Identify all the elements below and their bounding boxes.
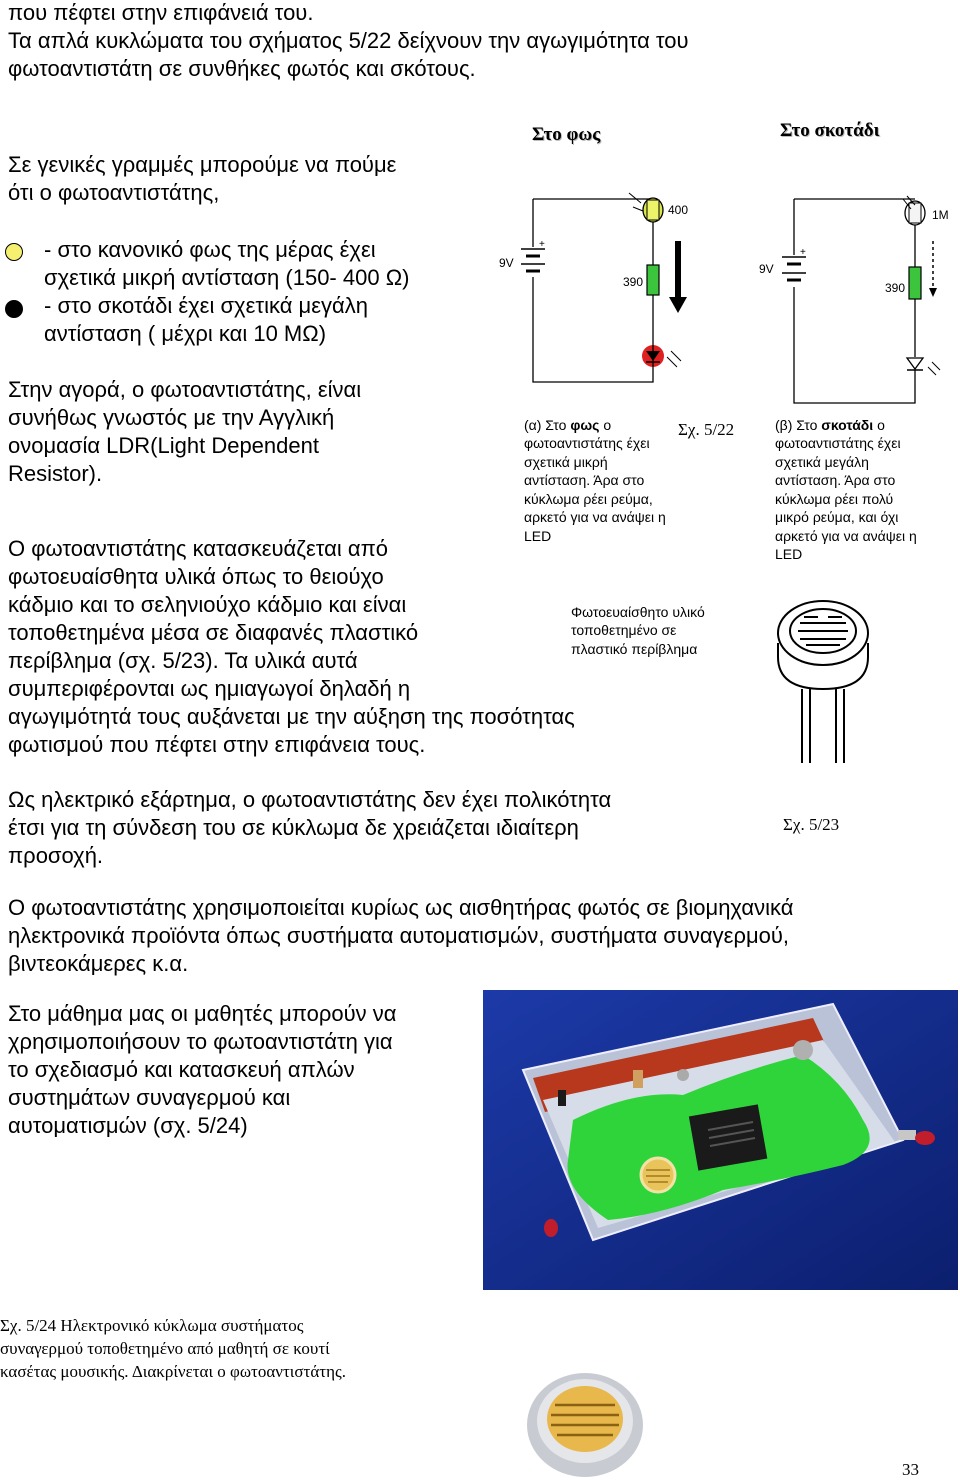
led-off-icon	[907, 358, 923, 369]
light-bullet-icon	[5, 243, 23, 261]
fig23-callout: πλαστικό περίβλημα	[571, 641, 698, 657]
caption-dark-line: σχετικά μεγάλη	[775, 454, 869, 470]
text-line: ηλεκτρονικά προϊόντα όπως συστήματα αυτοματισμών, συστήματα συναγερμού,	[8, 923, 790, 948]
fig23-label: Σχ. 5/23	[783, 815, 840, 834]
resistor-label: 390	[623, 275, 644, 289]
bullet-text: - στο σκοτάδι έχει σχετικά μεγάλη	[44, 293, 368, 318]
caption-dark-line: αρκετό για να ανάψει η	[775, 528, 917, 544]
page-number: 33	[902, 1460, 919, 1479]
fig24-caption: συναγερμού τοποθετημένο από μαθητή σε κουτί	[0, 1339, 330, 1358]
text-line: Στο μάθημα μας οι μαθητές μπορούν να	[8, 1001, 397, 1026]
caption-light-line: αρκετό για να ανάψει η	[524, 509, 666, 525]
caption-dark-line: αντίσταση. Άρα στο	[775, 472, 896, 488]
bullet-text: - στο κανονικό φως της μέρας έχει	[44, 237, 376, 262]
text-line: συνήθως γνωστός με την Αγγλική	[8, 405, 335, 430]
ldr-value-label: 400	[668, 203, 689, 217]
text-line: το σχεδιασμό και κατασκευή απλών	[8, 1057, 355, 1082]
text-line: Resistor).	[8, 461, 103, 486]
caption-light-line: κύκλωμα ρέει ρεύμα,	[524, 491, 653, 507]
text-line: κάδμιο και το σεληνιούχο κάδμιο και είναι	[8, 592, 407, 617]
fig22-title-light: Στο φως	[532, 124, 601, 145]
text-line: φωτοαντιστάτη σε συνθήκες φωτός και σκότους.	[8, 56, 476, 81]
dark-bullet-icon	[5, 300, 23, 318]
text-line: συμπεριφέρονται ως ημιαγωγοί δηλαδή η	[8, 676, 411, 701]
caption-light-line: LED	[524, 528, 552, 544]
led-photo-icon	[544, 1219, 558, 1237]
light-rays-icon	[629, 193, 643, 211]
text-line: φωτισμού που πέφτει στην επιφάνεια τους.	[8, 732, 426, 757]
caption-light-line: αντίσταση. Άρα στο	[524, 472, 645, 488]
dark-circuit-diagram	[755, 185, 960, 405]
ldr-value-label: 1M	[932, 208, 949, 222]
text-line: βιντεοκάμερες κ.α.	[8, 951, 189, 976]
battery-label: 9V	[499, 256, 514, 270]
fig24-caption: κασέτας μουσικής. Διακρίνεται ο φωτοαντιστάτης.	[0, 1362, 346, 1381]
fig24-caption: Σχ. 5/24 Ηλεκτρονικό κύκλωμα συστήματος	[0, 1316, 304, 1335]
caption-dark-line: LED	[775, 546, 803, 562]
svg-text:+: +	[800, 247, 806, 258]
text-line: χρησιμοποιήσουν το φωτοαντιστάτη για	[8, 1029, 393, 1054]
caption-light-line: (α) Στο φως ο	[524, 417, 612, 433]
resistor-label: 390	[885, 281, 906, 295]
text-line: Στην αγορά, ο φωτοαντιστάτης, είναι	[8, 377, 362, 402]
text-line: τοποθετημένα μέσα σε διαφανές πλαστικό	[8, 620, 419, 645]
ldr-closeup-photo	[515, 1365, 655, 1480]
caption-light-line: σχετικά μικρή	[524, 454, 608, 470]
caption-dark-line: φωτοαντιστάτης έχει	[775, 435, 901, 451]
ldr-photo-icon	[641, 1158, 675, 1192]
alarm-circuit-photo	[483, 990, 958, 1290]
text-line: έτσι για τη σύνδεση του σε κύκλωμα δε χρειάζεται ιδιαίτερη	[8, 815, 579, 840]
text-line: αυτοματισμών (σχ. 5/24)	[8, 1113, 248, 1138]
text-line: Σε γενικές γραμμές μπορούμε να πούμε	[8, 152, 397, 177]
fig22-title-dark: Στο σκοτάδι	[780, 120, 880, 141]
text-line: ότι ο φωτοαντιστάτης,	[8, 180, 220, 205]
fig23-callout: Φωτοευαίσθητο υλικό	[571, 604, 705, 620]
text-line: Τα απλά κυκλώματα του σχήματος 5/22 δείχνουν την αγωγιμότητα του	[8, 28, 689, 53]
text-line: περίβλημα (σχ. 5/23). Τα υλικά αυτά	[8, 648, 358, 673]
light-circuit-diagram	[495, 185, 705, 385]
text-line: φωτοευαίσθητα υλικά όπως το θειούχο	[8, 564, 384, 589]
fig22-label: Σχ. 5/22	[678, 420, 735, 439]
current-arrow-icon	[675, 241, 681, 299]
text-line: Ο φωτοαντιστάτης χρησιμοποιείται κυρίως ως αισθητήρας φωτός σε βιομηχανικά	[8, 895, 794, 920]
bullet-text: σχετικά μικρή αντίσταση (150- 400 Ω)	[44, 265, 410, 290]
ldr-drawing	[760, 585, 890, 775]
text-line: προσοχή.	[8, 843, 104, 868]
text-line: Ως ηλεκτρικό εξάρτημα, ο φωτοαντιστάτης δεν έχει πολικότητα	[8, 787, 612, 812]
resistor-icon	[647, 265, 659, 295]
text-line: συστημάτων συναγερμού και	[8, 1085, 291, 1110]
text-line: ονομασία LDR(Light Dependent	[8, 433, 319, 458]
svg-text:+: +	[539, 239, 545, 250]
resistor-icon	[909, 267, 921, 299]
caption-light-line: φωτοαντιστάτης έχει	[524, 435, 650, 451]
fig23-callout: τοποθετημένο σε	[571, 622, 677, 638]
text-line: που πέφτει στην επιφάνειά του.	[8, 0, 314, 25]
battery-label: 9V	[759, 262, 774, 276]
bullet-text: αντίσταση ( μέχρι και 10 ΜΩ)	[44, 321, 327, 346]
text-line: αγωγιμότητά τους αυξάνεται με την αύξηση της ποσότητας	[8, 704, 575, 729]
caption-dark-line: (β) Στο σκοτάδι ο	[775, 417, 885, 433]
caption-dark-line: μικρό ρεύμα, και όχι	[775, 509, 899, 525]
caption-dark-line: κύκλωμα ρέει πολύ	[775, 491, 894, 507]
text-line: Ο φωτοαντιστάτης κατασκευάζεται από	[8, 536, 389, 561]
